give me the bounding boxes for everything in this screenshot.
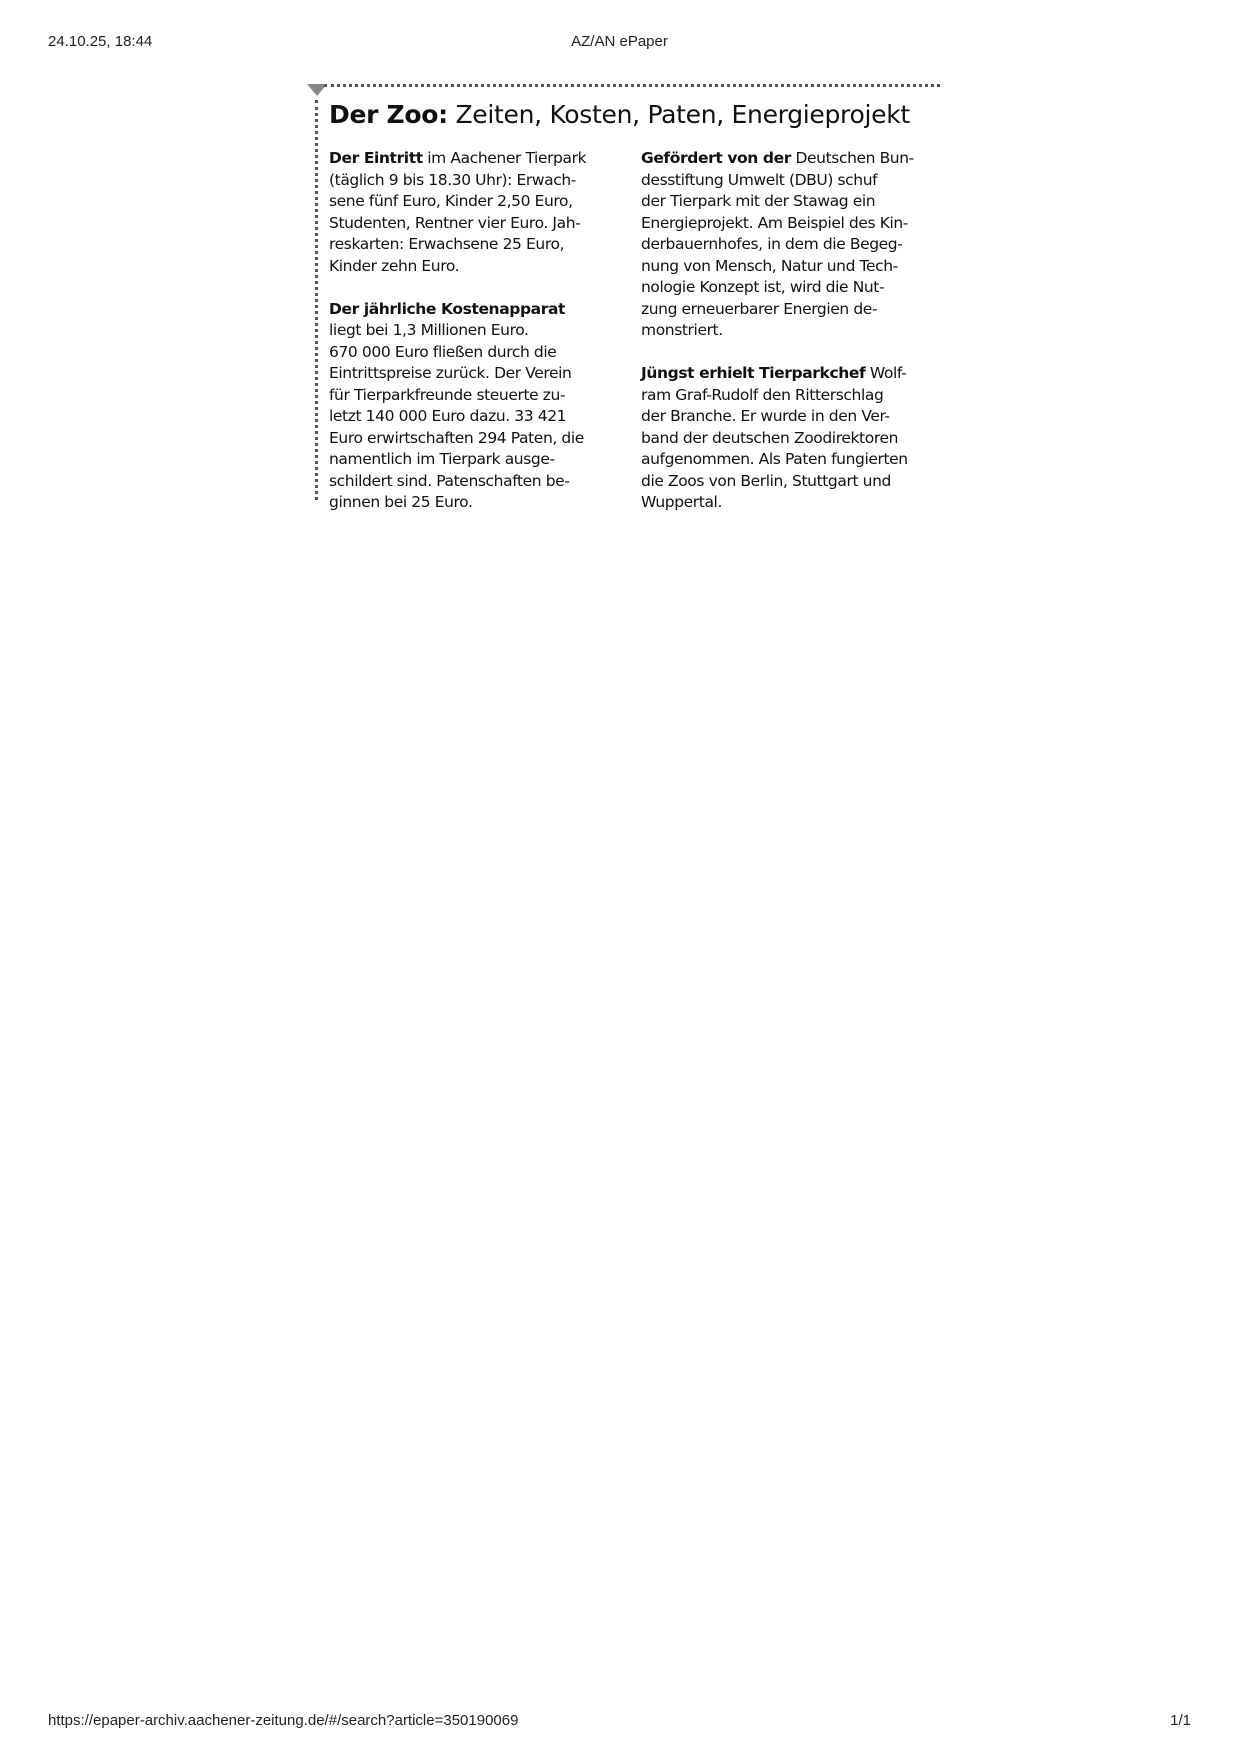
- text-line: derbauernhofes, in dem die Begeg-: [641, 235, 903, 253]
- text-line: [641, 363, 923, 385]
- text-line: letzt 140 000 Euro dazu. 33 421: [329, 407, 567, 425]
- print-page-title: AZ/AN ePaper: [571, 33, 668, 50]
- text-line: monstriert.: [641, 321, 723, 339]
- paragraph-lead: Gefördert von der: [641, 149, 791, 167]
- headline-lead: Der Zoo:: [329, 100, 448, 129]
- paragraph-lead: Jüngst erhielt Tierparkchef: [641, 364, 866, 382]
- left-column: [329, 148, 611, 535]
- print-page-number: 1/1: [1170, 1712, 1191, 1729]
- text-line: der Branche. Er wurde in den Ver-: [641, 407, 890, 425]
- print-datetime: 24.10.25, 18:44: [48, 33, 153, 50]
- text-line: nologie Konzept ist, wird die Nut-: [641, 278, 885, 296]
- text-line: Euro erwirtschaften 294 Paten, die: [329, 428, 584, 447]
- text-line: band der deutschen Zoodirektoren: [641, 428, 899, 447]
- article-clipping: [302, 80, 942, 520]
- article-headline: [329, 100, 910, 129]
- text-line: schildert sind. Patenschaften be-: [329, 471, 570, 490]
- article-paragraph: [641, 148, 923, 342]
- article-paragraph: [329, 148, 611, 277]
- print-url: https://epaper-archiv.aachener-zeitung.de/#/search?article=350190069: [48, 1712, 519, 1729]
- paragraph-lead: Der jährliche Kostenapparat: [329, 299, 566, 318]
- text-line: nung von Mensch, Natur und Tech-: [641, 256, 898, 275]
- text-line: ginnen bei 25 Euro.: [329, 493, 473, 511]
- text-line: die Zoos von Berlin, Stuttgart und: [641, 471, 891, 490]
- article-paragraph: [329, 299, 611, 514]
- text-line: namentlich im Tierpark ausge-: [329, 450, 555, 468]
- top-dotted-rule: [324, 84, 940, 87]
- headline-rest: Zeiten, Kosten, Paten, Energieprojekt: [447, 100, 910, 129]
- text-line: 670 000 Euro fließen durch die: [329, 342, 557, 361]
- text-line: (täglich 9 bis 18.30 Uhr): Erwach-: [329, 170, 577, 189]
- text-line: Kinder zehn Euro.: [329, 256, 460, 275]
- text-line: Energieprojekt. Am Beispiel des Kin-: [641, 213, 908, 232]
- text-line: für Tierparkfreunde steuerte zu-: [329, 385, 566, 404]
- text-line: Eintrittspreise zurück. Der Verein: [329, 364, 572, 382]
- text-line: zung erneuerbarer Energien de-: [641, 299, 878, 318]
- left-dotted-rule: [315, 100, 318, 500]
- text-line: desstiftung Umwelt (DBU) schuf: [641, 170, 878, 189]
- text-line: ram Graf-Rudolf den Ritterschlag: [641, 385, 884, 404]
- text-line: Studenten, Rentner vier Euro. Jah-: [329, 213, 581, 232]
- paragraph-lead-rest: Wolf-: [865, 364, 907, 382]
- paragraph-lead-rest: im Aachener Tierpark: [422, 149, 587, 167]
- text-line: [329, 299, 611, 321]
- print-footer: [0, 1712, 1239, 1732]
- text-line: sene fünf Euro, Kinder 2,50 Euro,: [329, 192, 573, 210]
- paragraph-lead: Der Eintritt: [329, 149, 423, 167]
- text-line: liegt bei 1,3 Millionen Euro.: [329, 321, 529, 339]
- text-line: reskarten: Erwachsene 25 Euro,: [329, 235, 565, 253]
- text-line: [641, 148, 923, 170]
- right-column: [641, 148, 923, 535]
- article-paragraph: [641, 363, 923, 514]
- paragraph-lead-rest: Deutschen Bun-: [790, 149, 914, 167]
- print-header: [0, 33, 1239, 53]
- text-line: [329, 148, 611, 170]
- text-line: der Tierpark mit der Stawag ein: [641, 192, 876, 210]
- text-line: Wuppertal.: [641, 493, 722, 511]
- text-line: aufgenommen. Als Paten fungierten: [641, 450, 908, 468]
